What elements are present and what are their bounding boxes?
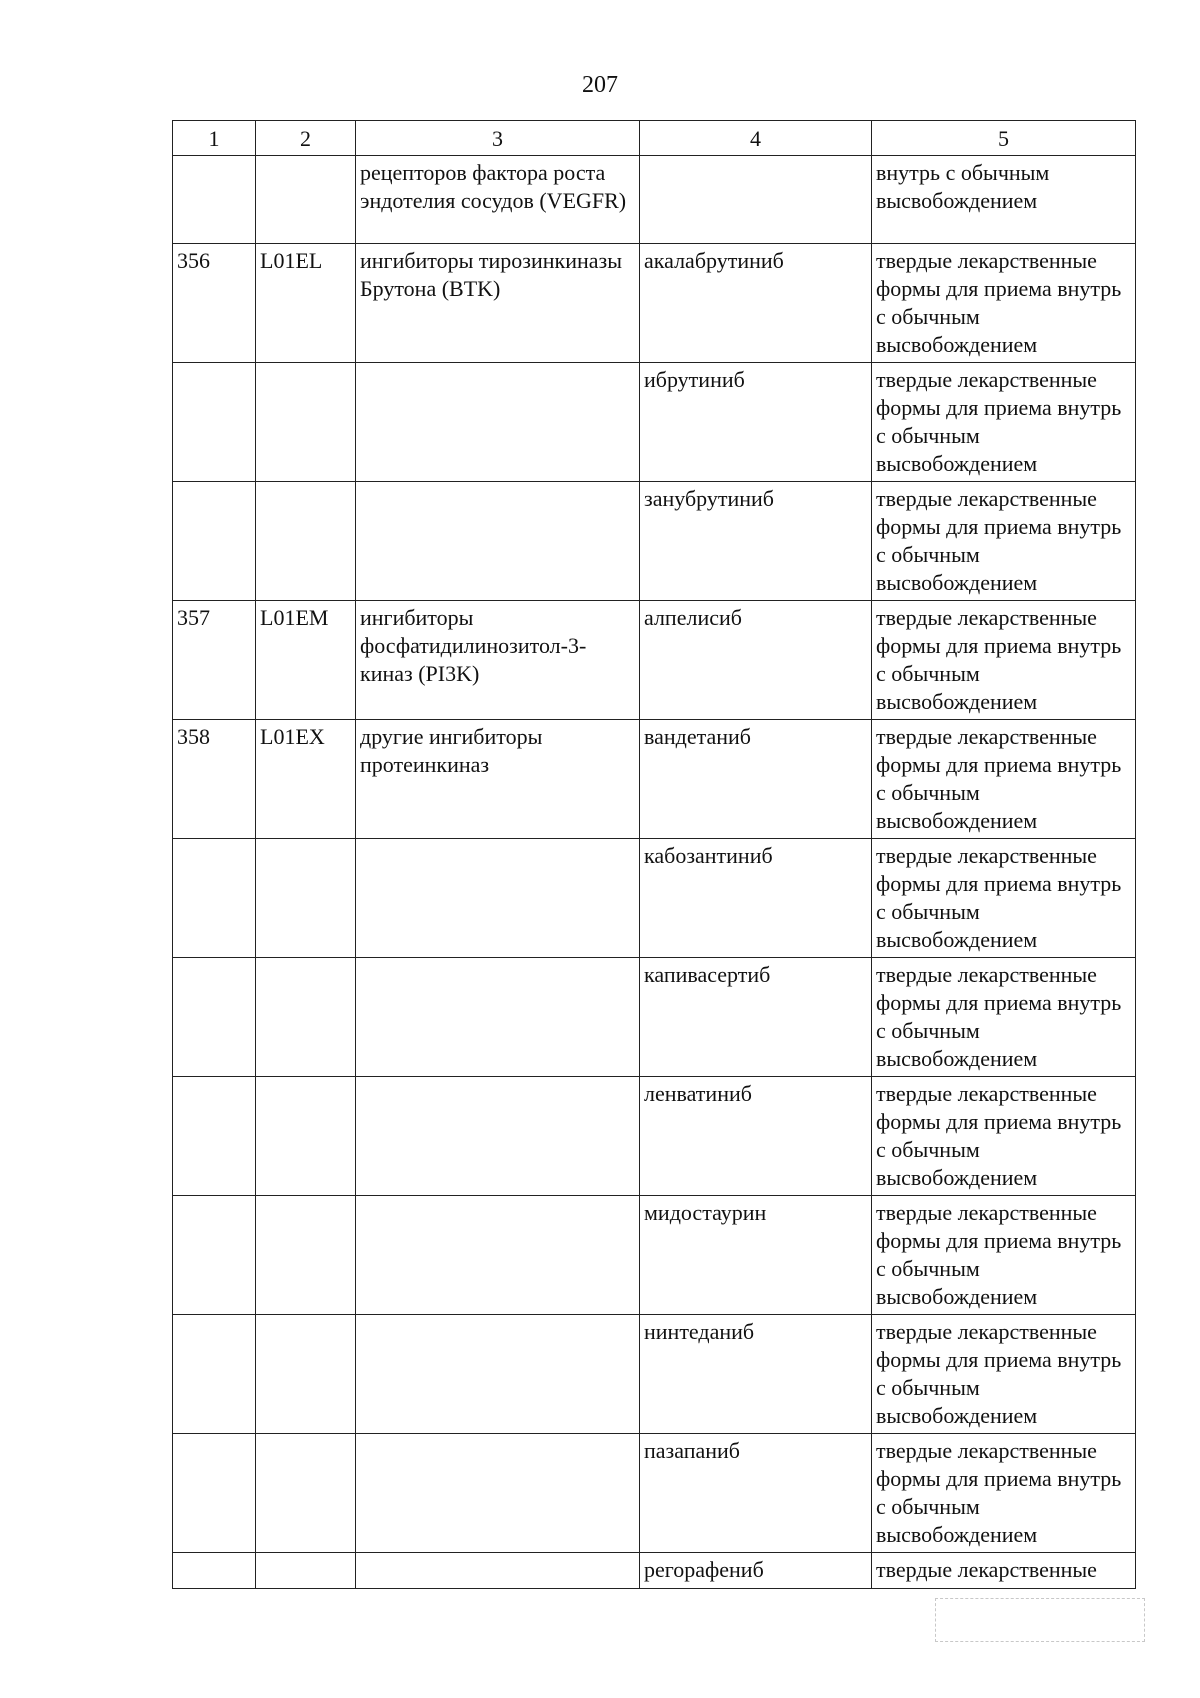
dosage-form: твердые лекарственные формы для приема внутрь с обычным высвобождением (872, 1434, 1136, 1553)
table-row (173, 244, 1136, 363)
row-number: 358 (173, 720, 256, 839)
table-row (173, 1315, 1136, 1434)
atc-code: L01EL (256, 244, 356, 363)
table-row (173, 1077, 1136, 1196)
page-number: 207 (582, 72, 618, 98)
table-row (173, 1553, 1136, 1589)
atc-group (356, 958, 640, 1077)
table-row (173, 1434, 1136, 1553)
atc-group: другие ингибиторы протеинкиназ (356, 720, 640, 839)
atc-group (356, 1196, 640, 1315)
atc-group (356, 1315, 640, 1434)
row-number (173, 482, 256, 601)
drug-name: мидостаурин (640, 1196, 872, 1315)
atc-group (356, 1553, 640, 1589)
atc-code (256, 156, 356, 244)
atc-code (256, 839, 356, 958)
row-number (173, 839, 256, 958)
drug-name (640, 156, 872, 244)
drug-name: капивасертиб (640, 958, 872, 1077)
row-number (173, 1553, 256, 1589)
atc-group (356, 1434, 640, 1553)
atc-code: L01EX (256, 720, 356, 839)
dosage-form: твердые лекарственные формы для приема внутрь с обычным высвобождением (872, 958, 1136, 1077)
drug-table (172, 120, 1136, 1589)
row-number (173, 958, 256, 1077)
atc-code (256, 1315, 356, 1434)
column-header: 4 (640, 121, 872, 156)
column-header: 5 (872, 121, 1136, 156)
drug-name: нинтеданиб (640, 1315, 872, 1434)
table-row (173, 839, 1136, 958)
dosage-form: твердые лекарственные формы для приема внутрь с обычным высвобождением (872, 601, 1136, 720)
row-number (173, 1434, 256, 1553)
column-header: 3 (356, 121, 640, 156)
row-number (173, 1315, 256, 1434)
drug-name: кабозантиниб (640, 839, 872, 958)
atc-code (256, 363, 356, 482)
atc-code (256, 1077, 356, 1196)
atc-code (256, 1434, 356, 1553)
atc-group (356, 482, 640, 601)
dosage-form: твердые лекарственные формы для приема внутрь с обычным высвобождением (872, 720, 1136, 839)
atc-group: ингибиторы фосфатидилинозитол-3-киназ (PI3K) (356, 601, 640, 720)
atc-group: ингибиторы тирозинкиназы Брутона (BTK) (356, 244, 640, 363)
column-header: 2 (256, 121, 356, 156)
drug-name: пазапаниб (640, 1434, 872, 1553)
atc-code (256, 1196, 356, 1315)
drug-name: ленватиниб (640, 1077, 872, 1196)
atc-code (256, 482, 356, 601)
drug-name: вандетаниб (640, 720, 872, 839)
atc-group (356, 1077, 640, 1196)
dosage-form: твердые лекарственные формы для приема внутрь с обычным высвобождением (872, 482, 1136, 601)
dosage-form: твердые лекарственные формы для приема внутрь с обычным высвобождением (872, 1196, 1136, 1315)
atc-group: рецепторов фактора роста эндотелия сосудов (VEGFR) (356, 156, 640, 244)
atc-code: L01EM (256, 601, 356, 720)
table-row (173, 720, 1136, 839)
drug-name: регорафениб (640, 1553, 872, 1589)
dosage-form: внутрь с обычным высвобождением (872, 156, 1136, 244)
atc-group (356, 363, 640, 482)
drug-name: алпелисиб (640, 601, 872, 720)
table-row (173, 958, 1136, 1077)
drug-name: ибрутиниб (640, 363, 872, 482)
row-number (173, 1196, 256, 1315)
table-row (173, 156, 1136, 244)
drug-name: занубрутиниб (640, 482, 872, 601)
dosage-form: твердые лекарственные формы для приема внутрь с обычным высвобождением (872, 1315, 1136, 1434)
table-header-row (173, 121, 1136, 156)
atc-code (256, 958, 356, 1077)
dosage-form: твердые лекарственные формы для приема внутрь с обычным высвобождением (872, 244, 1136, 363)
row-number (173, 156, 256, 244)
row-number: 357 (173, 601, 256, 720)
table-row (173, 482, 1136, 601)
faint-stamp (935, 1598, 1145, 1642)
table-row (173, 363, 1136, 482)
column-header: 1 (173, 121, 256, 156)
table-row (173, 1196, 1136, 1315)
dosage-form: твердые лекарственные формы для приема внутрь с обычным высвобождением (872, 1077, 1136, 1196)
atc-group (356, 839, 640, 958)
dosage-form: твердые лекарственные (872, 1553, 1136, 1589)
atc-code (256, 1553, 356, 1589)
dosage-form: твердые лекарственные формы для приема внутрь с обычным высвобождением (872, 363, 1136, 482)
table-row (173, 601, 1136, 720)
drug-name: акалабрутиниб (640, 244, 872, 363)
dosage-form: твердые лекарственные формы для приема внутрь с обычным высвобождением (872, 839, 1136, 958)
row-number (173, 1077, 256, 1196)
row-number: 356 (173, 244, 256, 363)
row-number (173, 363, 256, 482)
